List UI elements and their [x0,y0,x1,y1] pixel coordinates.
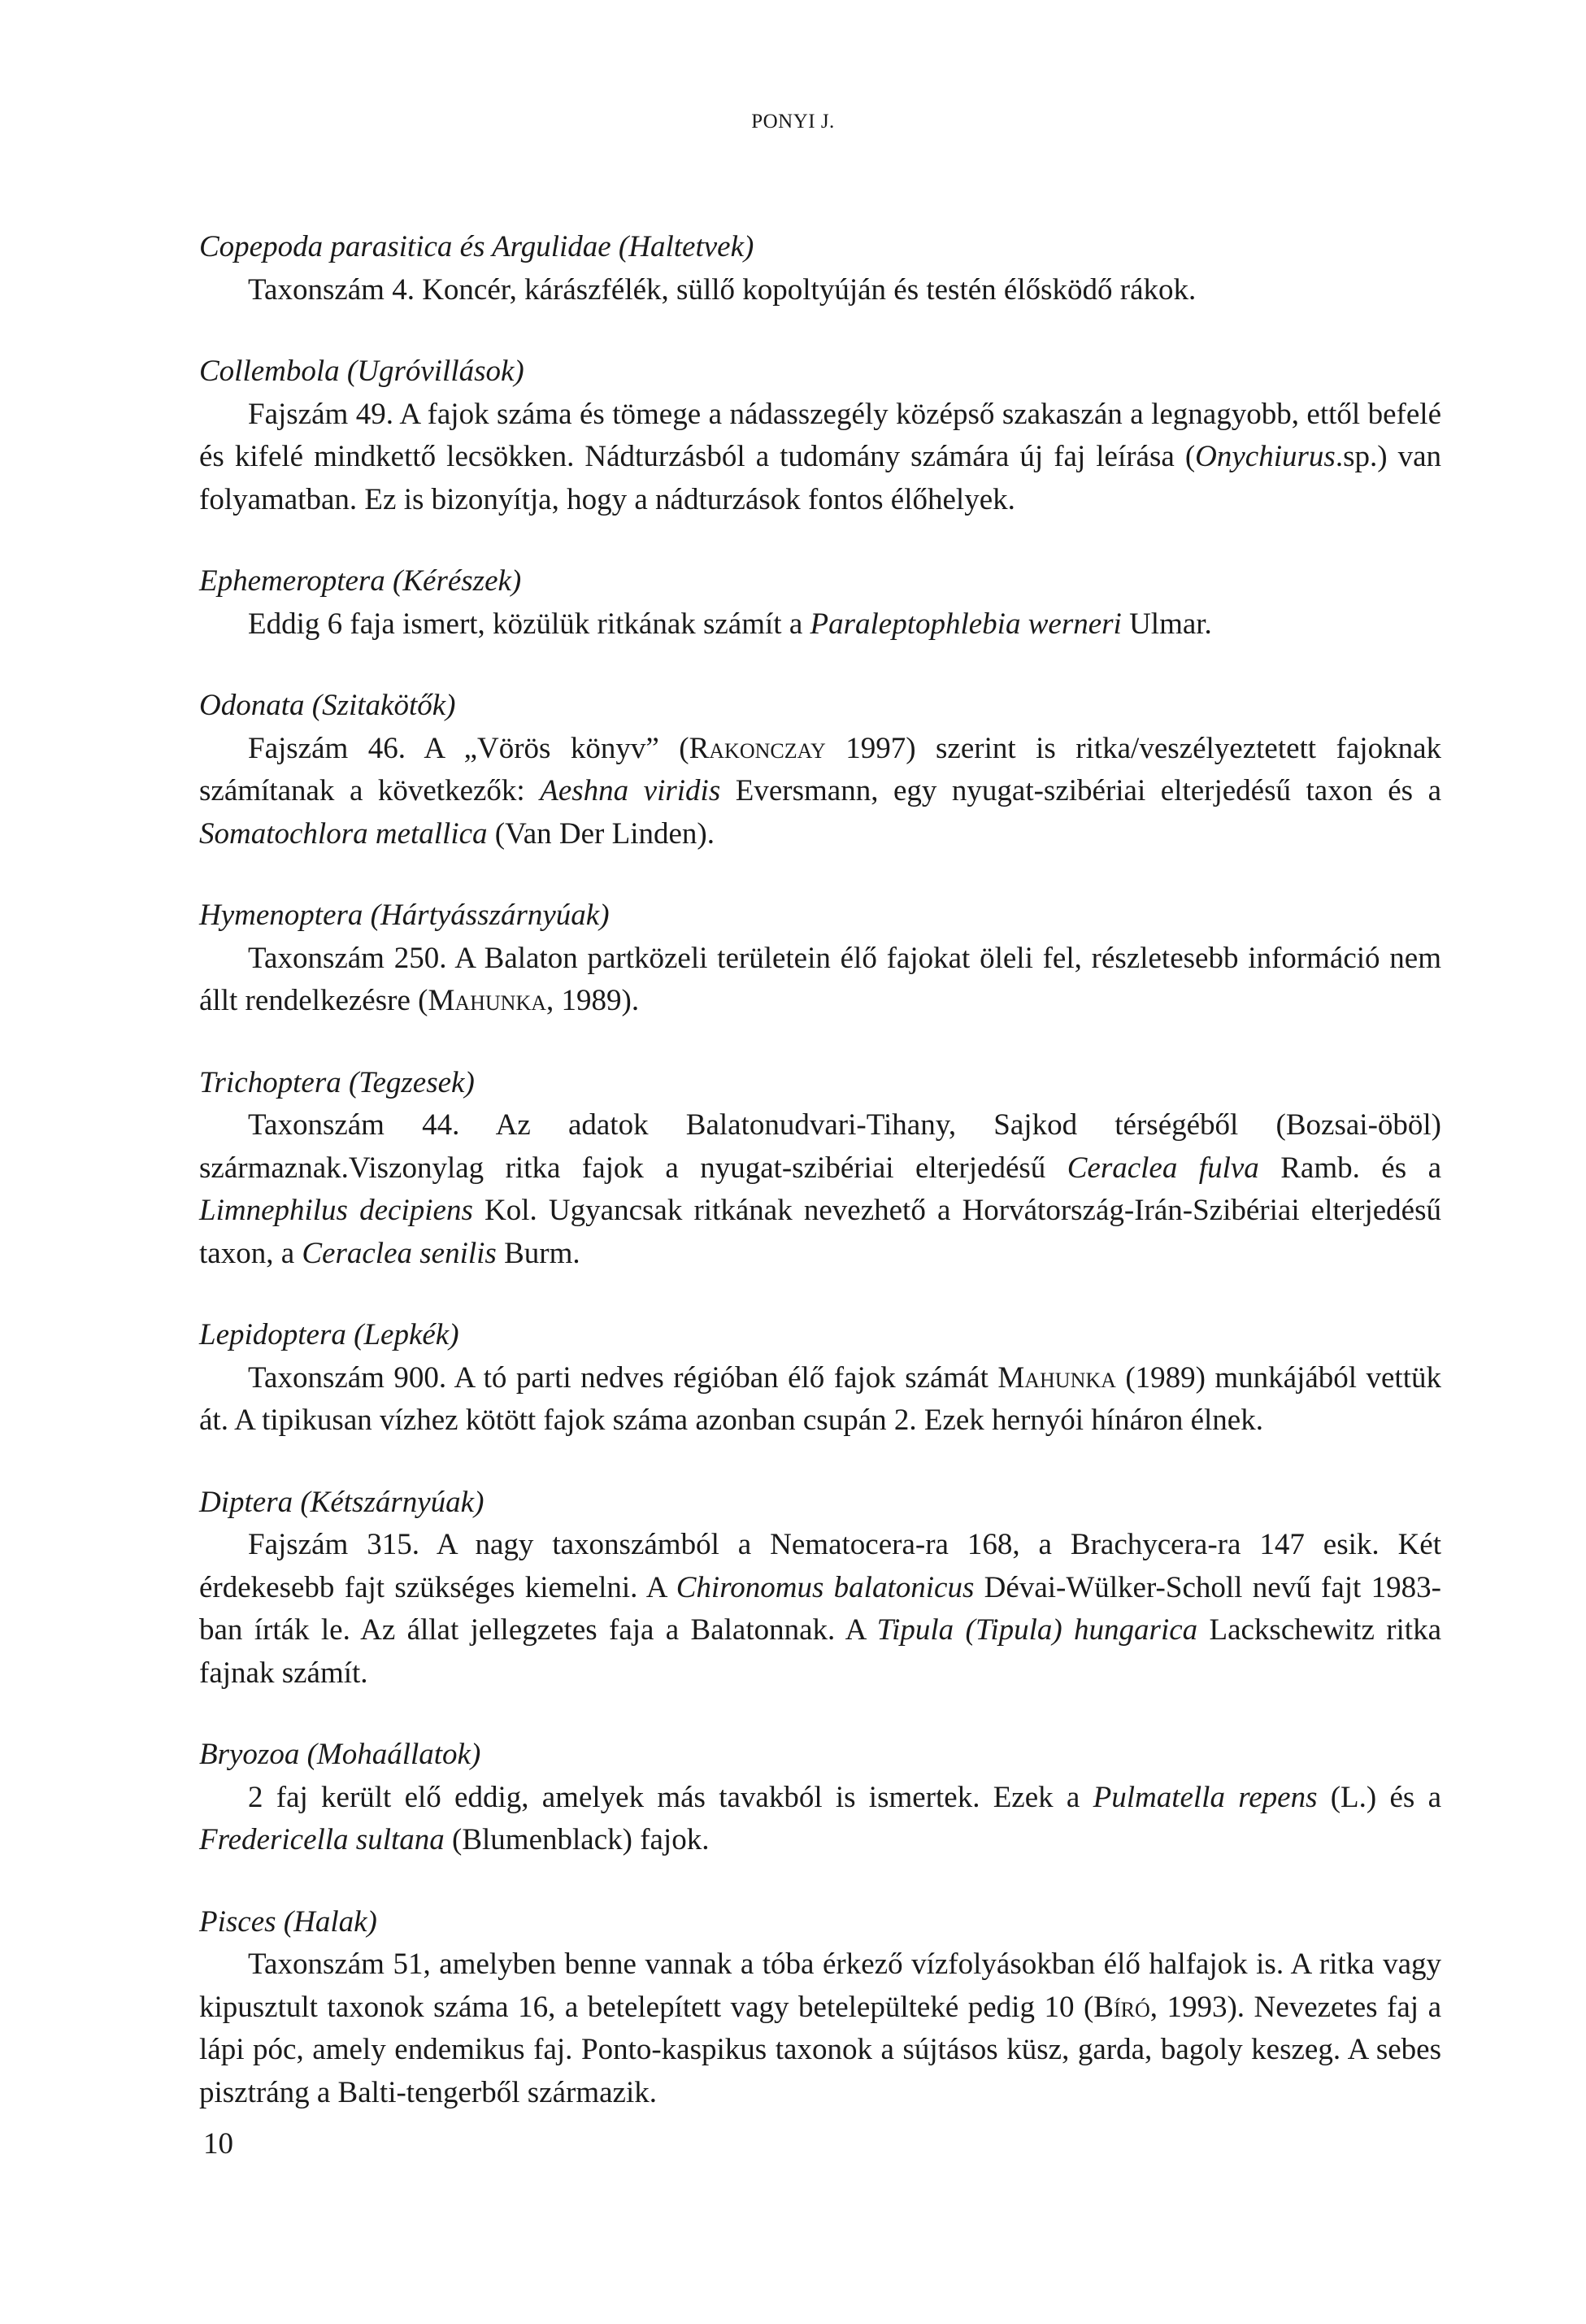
section-body [199,603,1441,646]
taxon-name: Limnephilus decipiens [199,1194,473,1227]
section-heading: Bryozoa (Mohaállatok) [199,1738,481,1771]
text-run: Ramb. és a [1258,1151,1442,1185]
section-body [199,1524,1441,1695]
section-body [199,938,1441,1023]
section [199,1901,1441,2115]
author-citation: Rakonczay [689,731,826,765]
text-run: Fajszám 315. A nagy taxonszámból a Nematocera-ra 168, a Brachycera-ra 147 esik. Két érdekesebb fajt szükséges kiemelni. A [199,1528,1441,1604]
taxon-name: Tipula (Tipula) hungarica [876,1613,1198,1647]
text-run: Ulmar. [1121,607,1212,641]
section-body [199,728,1441,856]
section-heading: Diptera (Kétszárnyúak) [199,1485,484,1519]
taxon-name: Aeshna viridis [540,774,721,807]
text-run: Fajszám 49. A fajok száma és tömege a nádasszegély középső szakaszán a legnagyobb, ettől befelé és kifelé mindkettő lecsökken. Nádturzásból a tudomány számára új faj leírása ( [199,397,1441,473]
text-run: Fajszám 46. A „Vörös könyv” ( [248,731,689,765]
section [199,685,1441,855]
author-citation: Bíró [1093,1990,1150,2024]
section [199,1482,1441,1695]
text-run: (Van Der Linden). [487,816,715,851]
taxon-name: Chironomus balatonicus [676,1570,975,1604]
taxon-name: Onychiurus [1195,440,1336,473]
text-run: (L.) és a [1317,1780,1441,1814]
section-body [199,1943,1441,2114]
section [199,350,1441,521]
taxon-name: Somatochlora metallica [199,816,488,851]
text-run: Kol. Ugyancsak ritkának nevezhető a Horvátország-Irán-Szibériai elterjedésű taxon, a [199,1194,1442,1270]
taxon-name: Ceraclea senilis [302,1236,497,1270]
taxon-name: Fredericella sultana [199,1823,445,1856]
section-heading: Copepoda parasitica és Argulidae (Haltetvek) [199,230,754,263]
text-run: , 1989). [546,984,640,1017]
running-head-text: PONYI J. [751,111,835,133]
section-heading: Trichoptera (Tegzesek) [199,1065,475,1099]
section [199,1314,1441,1443]
text-run: Taxonszám 44. Az adatok Balatonudvari-Tihany, Sajkod térségéből (Bozsai-öböl) származnak.Viszonylag ritka fajok a nyugat-szibériai elterjedésű [199,1108,1441,1185]
text-run: 2 faj került elő eddig, amelyek más tavakból is ismertek. Ezek a [248,1780,1093,1814]
text-run: Dévai-Wülker-Scholl nevű fajt 1983-ban írták le. Az állat jellegzetes faja a Balatonnak. A [199,1570,1441,1647]
section [199,894,1441,1023]
text-run: Eversmann, egy nyugat-szibériai elterjedésű taxon és a [720,774,1441,807]
text-run: Taxonszám 51, amelyben benne vannak a tóba érkező vízfolyásokban élő halfajok is. A ritka vagy kipusztult taxonok száma 16, a betelepített vagy betelepülteké pedig 10 ( [199,1948,1441,2024]
text-run: (1989) munkájából vettük át. A tipikusan vízhez kötött fajok száma azonban csupán 2. Ezek hernyói hínáron élnek. [199,1360,1441,1437]
text-run: Taxonszám 4. Koncér, kárászfélék, süllő kopoltyúján és testén élősködő rákok. [248,272,1197,307]
section-heading: Hymenoptera (Hártyásszárnyúak) [199,899,610,932]
section-heading: Ephemeroptera (Kérészek) [199,564,522,598]
section-body [199,269,1441,312]
text-run: .sp.) van folyamatban. Ez is bizonyítja, hogy a nádturzások fontos élőhelyek. [199,440,1441,516]
section-body [199,1357,1441,1443]
taxon-name: Ceraclea fulva [1067,1151,1259,1185]
text-run: , 1993). Nevezetes faj a lápi póc, amely endemikus faj. Ponto-kaspikus taxonok a sújtásos küsz, garda, bagoly keszeg. A sebes pisztráng a Balti-tengerből származik. [199,1990,1441,2109]
section-heading: Collembola (Ugróvillások) [199,355,524,388]
section [199,1062,1441,1276]
section-body [199,1104,1441,1275]
author-citation: Mahunka [997,1360,1116,1395]
section [199,560,1441,646]
section-heading: Lepidoptera (Lepkék) [199,1318,459,1351]
text-run: Burm. [496,1236,580,1270]
running-head [0,111,1586,133]
section-heading: Pisces (Halak) [199,1904,377,1939]
article-body [199,226,1441,2114]
section [199,226,1441,311]
section-heading: Odonata (Szitakötők) [199,689,456,722]
text-run: Eddig 6 faja ismert, közülük ritkának számít a [248,607,810,641]
text-run: 1997) szerint is ritka/veszélyeztetett fajoknak számítanak a következők: [199,731,1441,807]
section [199,1734,1441,1862]
section-body [199,394,1441,522]
taxon-name: Paraleptophlebia werneri [810,607,1122,641]
text-run: Taxonszám 900. A tó parti nedves régióban élő fajok számát [248,1360,998,1395]
author-citation: Mahunka [428,984,547,1017]
page-number: 10 [203,2127,233,2161]
text-run: Taxonszám 250. A Balaton partközeli területein élő fajokat öleli fel, részletesebb információ nem állt rendelkezésre ( [199,941,1441,1017]
text-run: (Blumenblack) fajok. [444,1823,710,1856]
section-body [199,1777,1441,1862]
text-run: Lackschewitz ritka fajnak számít. [199,1613,1441,1690]
taxon-name: Pulmatella repens [1093,1780,1318,1814]
